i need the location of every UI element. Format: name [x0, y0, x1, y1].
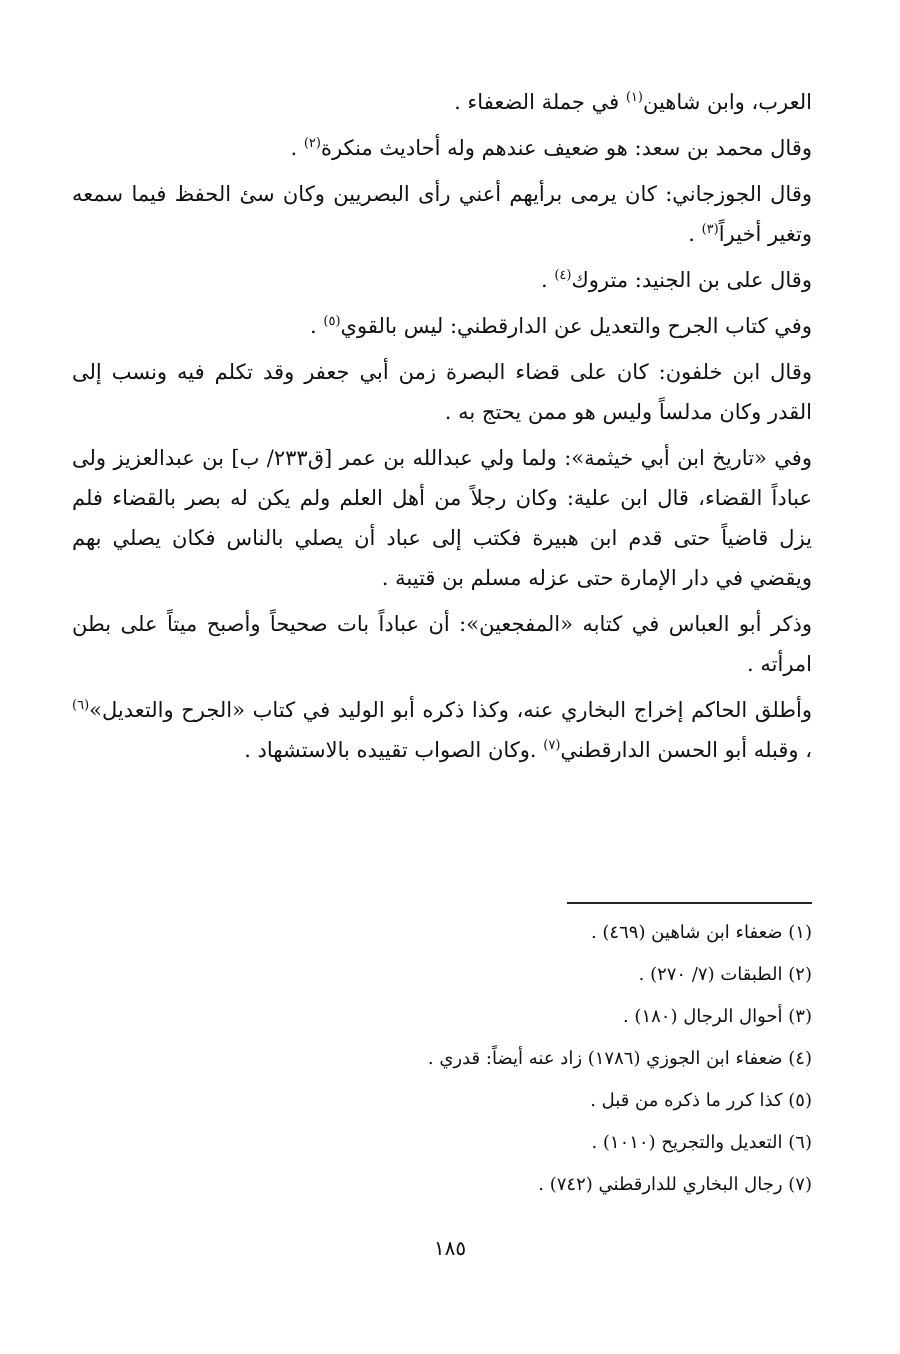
footnote-divider — [567, 902, 812, 904]
paragraph-4 — [72, 260, 812, 300]
paragraph-3 — [72, 174, 812, 254]
footnote-2: (٢) الطبقات (٧/ ٢٧٠) . — [638, 964, 812, 985]
paragraph-text: وقال ابن خلفون: كان على قضاء البصرة زمن أبي جعفر وقد تكلم فيه ونسب إلى القدر وكان مدلساً وليس هو ممن يحتج به . — [72, 360, 812, 424]
paragraph-5 — [72, 306, 812, 346]
footnote-ref-1[interactable]: (١) — [625, 90, 643, 105]
paragraph-1 — [72, 82, 812, 122]
paragraph-8 — [72, 604, 812, 684]
paragraph-6 — [72, 352, 812, 432]
paragraph-text: وذكر أبو العباس في كتابه «المفجعين»: أن عباداً بات صحيحاً وأصبح ميتاً على بطن امرأته . — [72, 612, 812, 676]
footnote-7: (٧) رجال البخاري للدارقطني (٧٤٢) . — [538, 1174, 812, 1195]
page-number: ١٨٥ — [433, 1236, 467, 1260]
paragraph-text: وقال على بن الجنيد: متروك — [571, 268, 812, 292]
paragraph-text: .وكان الصواب تقييده بالاستشهاد . — [244, 738, 544, 762]
paragraph-text: . — [540, 268, 555, 292]
paragraph-text: وقال محمد بن سعد: هو ضعيف عندهم وله أحاديث منكرة — [320, 136, 812, 160]
paragraph-text: . — [688, 222, 702, 246]
paragraph-text: وفي «تاريخ ابن أبي خيثمة»: ولما ولي عبدالله بن عمر [ق٢٣٣/ ب] بن عبدالعزيز ولى عباداً القضاء، قال ابن علية: وكان رجلاً من أهل العلم ولم يكن له بصر بالقضاء فلم يزل قاضياً حتى قدم ابن هبيرة فكتب إلى عباد أن يصلي بالناس فكان يصلي بهم ويقضي في دار الإمارة حتى عزله مسلم بن قتيبة . — [72, 446, 812, 590]
paragraph-text: العرب، وابن شاهين — [642, 90, 812, 114]
paragraph-text: وقال الجوزجاني: كان يرمى برأيهم أعني رأى البصريين وكان سئ الحفظ فيما سمعه وتغير أخيراً — [72, 182, 812, 246]
footnote-6: (٦) التعديل والتجريح (١٠١٠) . — [591, 1132, 812, 1153]
main-text — [72, 82, 812, 776]
footnote-ref-4[interactable]: (٤) — [554, 268, 572, 283]
paragraph-9 — [72, 690, 812, 770]
paragraph-text: . — [290, 136, 304, 160]
footnote-ref-3[interactable]: (٣) — [701, 222, 719, 237]
paragraph-text: وفي كتاب الجرح والتعديل عن الدارقطني: ليس بالقوي — [340, 314, 812, 338]
footnote-4: (٤) ضعفاء ابن الجوزي (١٧٨٦) زاد عنه أيضاً: قدري . — [427, 1048, 812, 1069]
footnote-ref-2[interactable]: (٢) — [303, 136, 321, 151]
paragraph-7 — [72, 438, 812, 598]
paragraph-text: . — [310, 314, 324, 338]
footnote-ref-5[interactable]: (٥) — [323, 314, 341, 329]
footnote-3: (٣) أحوال الرجال (١٨٠) . — [622, 1006, 812, 1027]
footnote-ref-7[interactable]: (٧) — [543, 738, 561, 753]
paragraph-text: ، وقبله أبو الحسن الدارقطني — [560, 738, 812, 762]
footnote-5: (٥) كذا كرر ما ذكره من قبل . — [590, 1090, 812, 1111]
paragraph-text: وأطلق الحاكم إخراج البخاري عنه، وكذا ذكره أبو الوليد في كتاب «الجرح والتعديل» — [89, 698, 812, 722]
footnote-1: (١) ضعفاء ابن شاهين (٤٦٩) . — [590, 922, 812, 943]
footnotes — [72, 912, 812, 1206]
paragraph-text: في جملة الضعفاء . — [454, 90, 626, 114]
footnote-ref-6[interactable]: (٦) — [72, 698, 90, 713]
paragraph-2 — [72, 128, 812, 168]
